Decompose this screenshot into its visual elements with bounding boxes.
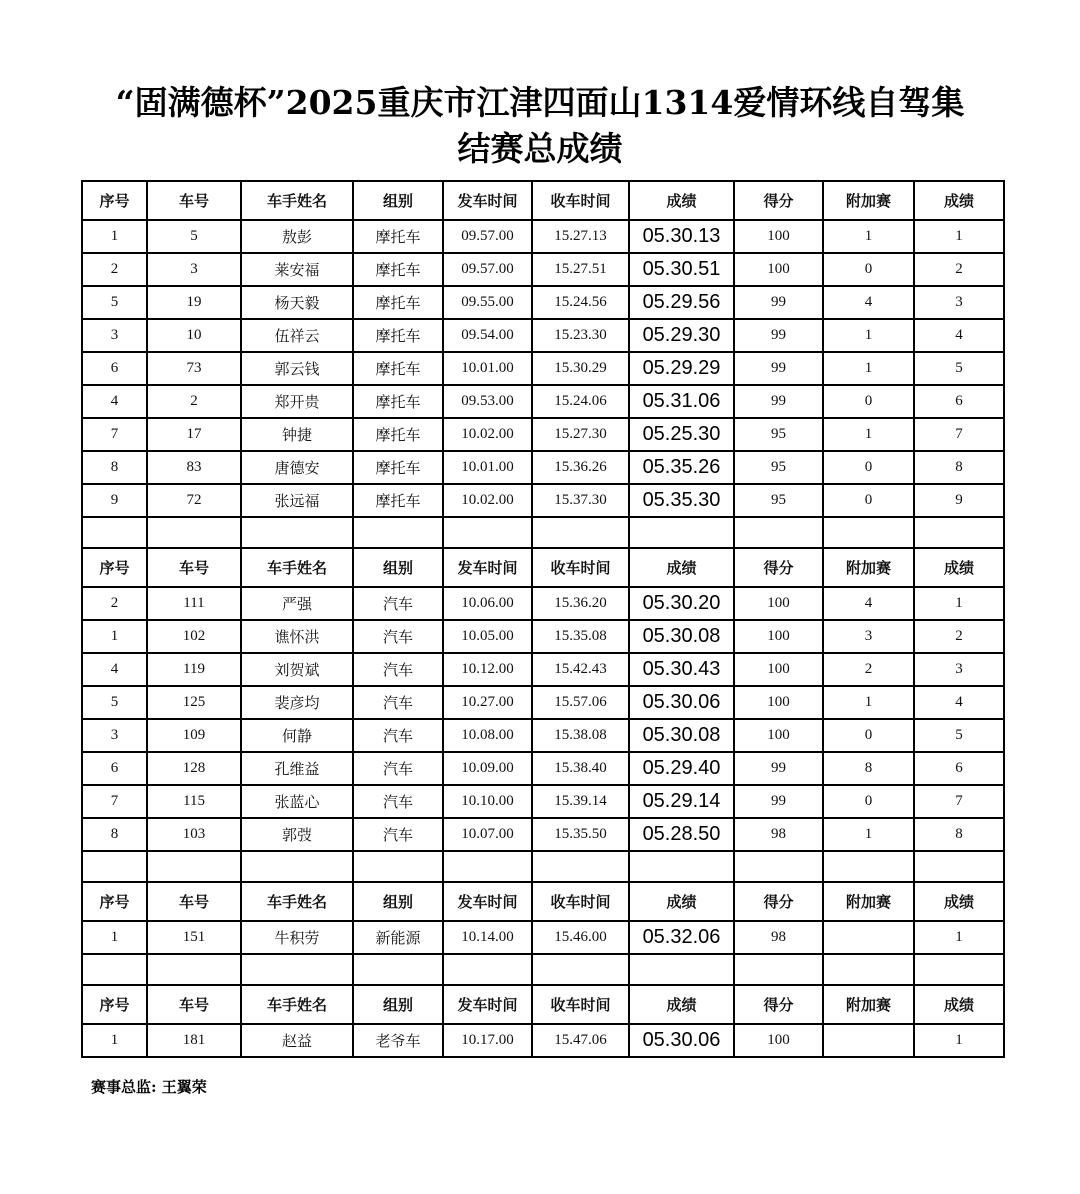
empty-cell	[241, 954, 353, 985]
cell-result-time: 05.35.26	[629, 451, 734, 484]
cell-result-time: 05.30.08	[629, 719, 734, 752]
cell-car-no: 2	[147, 385, 241, 418]
cell-group: 汽车	[353, 785, 443, 818]
cell-group: 汽车	[353, 620, 443, 653]
cell-finish-time: 15.24.06	[532, 385, 629, 418]
cell-group: 摩托车	[353, 319, 443, 352]
cell-finish-time: 15.36.26	[532, 451, 629, 484]
cell-car-no: 73	[147, 352, 241, 385]
table-row	[82, 451, 1004, 484]
cell-driver-name: 赵益	[241, 1024, 353, 1057]
empty-cell	[629, 954, 734, 985]
header-seq: 序号	[82, 548, 147, 587]
cell-group: 老爷车	[353, 1024, 443, 1057]
cell-start-time: 10.14.00	[443, 921, 532, 954]
header-car-no: 车号	[147, 882, 241, 921]
header-score: 得分	[734, 181, 823, 220]
cell-seq: 4	[82, 385, 147, 418]
cell-extra-race: 0	[823, 385, 914, 418]
empty-cell	[241, 851, 353, 882]
cell-extra-race: 1	[823, 818, 914, 851]
empty-cell	[734, 517, 823, 548]
header-group: 组别	[353, 985, 443, 1024]
header-group: 组别	[353, 181, 443, 220]
cell-rank: 1	[914, 921, 1004, 954]
cell-group: 汽车	[353, 719, 443, 752]
empty-cell	[629, 517, 734, 548]
cell-seq: 8	[82, 451, 147, 484]
cell-group: 汽车	[353, 653, 443, 686]
cell-score: 99	[734, 352, 823, 385]
cell-seq: 5	[82, 686, 147, 719]
header-seq: 序号	[82, 181, 147, 220]
cell-score: 100	[734, 220, 823, 253]
cell-score: 99	[734, 286, 823, 319]
table-row	[82, 587, 1004, 620]
header-result-time: 成绩	[629, 985, 734, 1024]
cell-extra-race: 1	[823, 220, 914, 253]
empty-cell	[914, 851, 1004, 882]
cell-rank: 4	[914, 686, 1004, 719]
cell-finish-time: 15.35.08	[532, 620, 629, 653]
cell-rank: 3	[914, 286, 1004, 319]
empty-cell	[532, 954, 629, 985]
header-score: 得分	[734, 548, 823, 587]
cell-seq: 6	[82, 752, 147, 785]
cell-start-time: 10.10.00	[443, 785, 532, 818]
cell-extra-race: 8	[823, 752, 914, 785]
cell-result-time: 05.30.51	[629, 253, 734, 286]
table-row	[82, 484, 1004, 517]
cell-start-time: 10.05.00	[443, 620, 532, 653]
header-result-time: 成绩	[629, 181, 734, 220]
cell-finish-time: 15.47.06	[532, 1024, 629, 1057]
table-row	[82, 752, 1004, 785]
table-row	[82, 785, 1004, 818]
header-finish-time: 收车时间	[532, 181, 629, 220]
empty-cell	[82, 517, 147, 548]
cell-score: 100	[734, 653, 823, 686]
cell-rank: 7	[914, 418, 1004, 451]
cell-group: 摩托车	[353, 352, 443, 385]
cell-rank: 8	[914, 451, 1004, 484]
header-group: 组别	[353, 548, 443, 587]
results-table	[81, 180, 1005, 1058]
cell-driver-name: 郭弢	[241, 818, 353, 851]
cell-score: 98	[734, 921, 823, 954]
table-row	[82, 385, 1004, 418]
cell-seq: 8	[82, 818, 147, 851]
cell-result-time: 05.30.43	[629, 653, 734, 686]
cell-car-no: 151	[147, 921, 241, 954]
cell-group: 汽车	[353, 818, 443, 851]
cell-rank: 8	[914, 818, 1004, 851]
table-row	[82, 620, 1004, 653]
cell-score: 95	[734, 418, 823, 451]
cell-finish-time: 15.42.43	[532, 653, 629, 686]
cell-driver-name: 牛积劳	[241, 921, 353, 954]
cell-group: 摩托车	[353, 220, 443, 253]
cell-driver-name: 伍祥云	[241, 319, 353, 352]
cell-driver-name: 严强	[241, 587, 353, 620]
results-table-body	[82, 181, 1004, 1057]
cell-seq: 7	[82, 785, 147, 818]
title-line-2: 结赛总成绩	[457, 129, 623, 168]
header-car-no: 车号	[147, 985, 241, 1024]
cell-result-time: 05.30.08	[629, 620, 734, 653]
header-result-time: 成绩	[629, 548, 734, 587]
cell-result-time: 05.32.06	[629, 921, 734, 954]
cell-group: 汽车	[353, 752, 443, 785]
cell-score: 100	[734, 253, 823, 286]
cell-score: 99	[734, 385, 823, 418]
cell-driver-name: 唐德安	[241, 451, 353, 484]
cell-seq: 4	[82, 653, 147, 686]
empty-cell	[823, 954, 914, 985]
cell-start-time: 10.08.00	[443, 719, 532, 752]
header-rank: 成绩	[914, 548, 1004, 587]
empty-cell	[443, 851, 532, 882]
empty-cell	[532, 851, 629, 882]
empty-cell	[914, 954, 1004, 985]
cell-car-no: 128	[147, 752, 241, 785]
section-spacer-row	[82, 517, 1004, 548]
table-row	[82, 220, 1004, 253]
cell-extra-race: 0	[823, 451, 914, 484]
cell-result-time: 05.30.13	[629, 220, 734, 253]
cell-group: 汽车	[353, 587, 443, 620]
empty-cell	[147, 954, 241, 985]
table-row	[82, 719, 1004, 752]
title-line-1: “固满德杯”2025重庆市江津四面山1314爱情环线自驾集	[115, 83, 965, 122]
cell-seq: 1	[82, 220, 147, 253]
cell-rank: 1	[914, 587, 1004, 620]
cell-extra-race: 2	[823, 653, 914, 686]
cell-driver-name: 孔维益	[241, 752, 353, 785]
cell-rank: 7	[914, 785, 1004, 818]
cell-result-time: 05.25.30	[629, 418, 734, 451]
cell-driver-name: 谯怀洪	[241, 620, 353, 653]
cell-finish-time: 15.39.14	[532, 785, 629, 818]
section-spacer-row	[82, 851, 1004, 882]
cell-finish-time: 15.36.20	[532, 587, 629, 620]
cell-score: 95	[734, 484, 823, 517]
cell-score: 100	[734, 620, 823, 653]
cell-rank: 4	[914, 319, 1004, 352]
empty-cell	[443, 954, 532, 985]
cell-finish-time: 15.57.06	[532, 686, 629, 719]
empty-cell	[914, 517, 1004, 548]
table-row	[82, 352, 1004, 385]
cell-extra-race: 0	[823, 484, 914, 517]
cell-start-time: 10.09.00	[443, 752, 532, 785]
cell-start-time: 09.55.00	[443, 286, 532, 319]
cell-seq: 9	[82, 484, 147, 517]
cell-start-time: 10.07.00	[443, 818, 532, 851]
cell-finish-time: 15.27.13	[532, 220, 629, 253]
header-start-time: 发车时间	[443, 548, 532, 587]
cell-rank: 2	[914, 253, 1004, 286]
cell-result-time: 05.30.06	[629, 1024, 734, 1057]
page-title	[40, 80, 1040, 172]
header-rank: 成绩	[914, 882, 1004, 921]
cell-driver-name: 裴彦均	[241, 686, 353, 719]
header-extra-race: 附加赛	[823, 181, 914, 220]
cell-extra-race: 1	[823, 418, 914, 451]
cell-result-time: 05.30.06	[629, 686, 734, 719]
cell-start-time: 09.53.00	[443, 385, 532, 418]
cell-score: 95	[734, 451, 823, 484]
header-driver-name: 车手姓名	[241, 882, 353, 921]
header-rank: 成绩	[914, 985, 1004, 1024]
empty-cell	[241, 517, 353, 548]
table-row	[82, 286, 1004, 319]
cell-car-no: 115	[147, 785, 241, 818]
cell-car-no: 119	[147, 653, 241, 686]
cell-start-time: 10.02.00	[443, 484, 532, 517]
header-extra-race: 附加赛	[823, 985, 914, 1024]
header-extra-race: 附加赛	[823, 548, 914, 587]
cell-finish-time: 15.37.30	[532, 484, 629, 517]
cell-start-time: 10.01.00	[443, 352, 532, 385]
cell-extra-race: 3	[823, 620, 914, 653]
cell-seq: 1	[82, 921, 147, 954]
cell-extra-race: 0	[823, 785, 914, 818]
cell-driver-name: 郭云钱	[241, 352, 353, 385]
cell-group: 摩托车	[353, 451, 443, 484]
director-label: 赛事总监:	[91, 1078, 157, 1096]
cell-score: 99	[734, 785, 823, 818]
cell-rank: 3	[914, 653, 1004, 686]
table-header-row	[82, 882, 1004, 921]
header-finish-time: 收车时间	[532, 882, 629, 921]
cell-start-time: 09.57.00	[443, 220, 532, 253]
cell-score: 98	[734, 818, 823, 851]
cell-driver-name: 张蓝心	[241, 785, 353, 818]
header-car-no: 车号	[147, 548, 241, 587]
cell-extra-race: 1	[823, 686, 914, 719]
empty-cell	[532, 517, 629, 548]
cell-finish-time: 15.38.08	[532, 719, 629, 752]
cell-finish-time: 15.27.51	[532, 253, 629, 286]
cell-seq: 2	[82, 253, 147, 286]
cell-extra-race	[823, 921, 914, 954]
header-score: 得分	[734, 985, 823, 1024]
cell-start-time: 10.12.00	[443, 653, 532, 686]
empty-cell	[823, 851, 914, 882]
cell-start-time: 10.01.00	[443, 451, 532, 484]
table-row	[82, 319, 1004, 352]
cell-group: 新能源	[353, 921, 443, 954]
header-driver-name: 车手姓名	[241, 548, 353, 587]
cell-score: 99	[734, 752, 823, 785]
empty-cell	[82, 851, 147, 882]
header-driver-name: 车手姓名	[241, 985, 353, 1024]
cell-seq: 2	[82, 587, 147, 620]
header-start-time: 发车时间	[443, 985, 532, 1024]
cell-car-no: 109	[147, 719, 241, 752]
cell-group: 摩托车	[353, 484, 443, 517]
table-row	[82, 921, 1004, 954]
empty-cell	[353, 954, 443, 985]
header-seq: 序号	[82, 985, 147, 1024]
cell-finish-time: 15.30.29	[532, 352, 629, 385]
cell-seq: 6	[82, 352, 147, 385]
cell-driver-name: 杨天毅	[241, 286, 353, 319]
cell-seq: 5	[82, 286, 147, 319]
cell-start-time: 10.17.00	[443, 1024, 532, 1057]
empty-cell	[823, 517, 914, 548]
section-spacer-row	[82, 954, 1004, 985]
cell-rank: 6	[914, 752, 1004, 785]
cell-group: 摩托车	[353, 286, 443, 319]
table-row	[82, 1024, 1004, 1057]
cell-driver-name: 敖彭	[241, 220, 353, 253]
cell-car-no: 19	[147, 286, 241, 319]
cell-extra-race: 4	[823, 587, 914, 620]
cell-finish-time: 15.35.50	[532, 818, 629, 851]
cell-car-no: 111	[147, 587, 241, 620]
cell-extra-race: 4	[823, 286, 914, 319]
cell-driver-name: 钟捷	[241, 418, 353, 451]
cell-rank: 1	[914, 220, 1004, 253]
empty-cell	[147, 851, 241, 882]
header-result-time: 成绩	[629, 882, 734, 921]
cell-finish-time: 15.46.00	[532, 921, 629, 954]
cell-extra-race: 1	[823, 319, 914, 352]
cell-group: 摩托车	[353, 418, 443, 451]
cell-car-no: 103	[147, 818, 241, 851]
cell-car-no: 10	[147, 319, 241, 352]
header-start-time: 发车时间	[443, 882, 532, 921]
cell-rank: 6	[914, 385, 1004, 418]
table-row	[82, 818, 1004, 851]
cell-result-time: 05.30.20	[629, 587, 734, 620]
table-header-row	[82, 985, 1004, 1024]
cell-seq: 1	[82, 620, 147, 653]
cell-result-time: 05.29.14	[629, 785, 734, 818]
cell-score: 100	[734, 587, 823, 620]
table-row	[82, 686, 1004, 719]
header-finish-time: 收车时间	[532, 548, 629, 587]
cell-rank: 9	[914, 484, 1004, 517]
cell-score: 100	[734, 719, 823, 752]
cell-score: 99	[734, 319, 823, 352]
cell-finish-time: 15.23.30	[532, 319, 629, 352]
header-start-time: 发车时间	[443, 181, 532, 220]
cell-extra-race	[823, 1024, 914, 1057]
cell-score: 100	[734, 686, 823, 719]
cell-start-time: 10.27.00	[443, 686, 532, 719]
header-driver-name: 车手姓名	[241, 181, 353, 220]
cell-rank: 5	[914, 352, 1004, 385]
empty-cell	[443, 517, 532, 548]
cell-rank: 2	[914, 620, 1004, 653]
empty-cell	[353, 517, 443, 548]
cell-finish-time: 15.27.30	[532, 418, 629, 451]
cell-car-no: 17	[147, 418, 241, 451]
empty-cell	[734, 954, 823, 985]
cell-finish-time: 15.38.40	[532, 752, 629, 785]
cell-result-time: 05.29.56	[629, 286, 734, 319]
header-score: 得分	[734, 882, 823, 921]
cell-driver-name: 何静	[241, 719, 353, 752]
empty-cell	[353, 851, 443, 882]
cell-car-no: 72	[147, 484, 241, 517]
table-header-row	[82, 181, 1004, 220]
cell-start-time: 10.02.00	[443, 418, 532, 451]
table-header-row	[82, 548, 1004, 587]
cell-group: 摩托车	[353, 253, 443, 286]
cell-car-no: 5	[147, 220, 241, 253]
empty-cell	[734, 851, 823, 882]
header-car-no: 车号	[147, 181, 241, 220]
cell-group: 汽车	[353, 686, 443, 719]
cell-result-time: 05.29.29	[629, 352, 734, 385]
cell-car-no: 83	[147, 451, 241, 484]
director-name: 王翼荣	[161, 1078, 207, 1096]
cell-score: 100	[734, 1024, 823, 1057]
empty-cell	[147, 517, 241, 548]
cell-seq: 7	[82, 418, 147, 451]
empty-cell	[629, 851, 734, 882]
cell-group: 摩托车	[353, 385, 443, 418]
cell-car-no: 181	[147, 1024, 241, 1057]
cell-rank: 5	[914, 719, 1004, 752]
cell-extra-race: 1	[823, 352, 914, 385]
cell-result-time: 05.31.06	[629, 385, 734, 418]
cell-extra-race: 0	[823, 253, 914, 286]
header-rank: 成绩	[914, 181, 1004, 220]
cell-seq: 3	[82, 319, 147, 352]
cell-result-time: 05.29.40	[629, 752, 734, 785]
cell-car-no: 102	[147, 620, 241, 653]
cell-car-no: 125	[147, 686, 241, 719]
cell-start-time: 09.54.00	[443, 319, 532, 352]
cell-car-no: 3	[147, 253, 241, 286]
table-row	[82, 653, 1004, 686]
cell-finish-time: 15.24.56	[532, 286, 629, 319]
cell-start-time: 09.57.00	[443, 253, 532, 286]
empty-cell	[82, 954, 147, 985]
cell-result-time: 05.29.30	[629, 319, 734, 352]
cell-seq: 3	[82, 719, 147, 752]
cell-driver-name: 张远福	[241, 484, 353, 517]
cell-start-time: 10.06.00	[443, 587, 532, 620]
cell-result-time: 05.35.30	[629, 484, 734, 517]
table-row	[82, 253, 1004, 286]
cell-extra-race: 0	[823, 719, 914, 752]
cell-driver-name: 莱安福	[241, 253, 353, 286]
header-extra-race: 附加赛	[823, 882, 914, 921]
footer	[91, 1076, 207, 1097]
cell-rank: 1	[914, 1024, 1004, 1057]
header-group: 组别	[353, 882, 443, 921]
cell-seq: 1	[82, 1024, 147, 1057]
cell-driver-name: 刘贺斌	[241, 653, 353, 686]
header-seq: 序号	[82, 882, 147, 921]
cell-driver-name: 郑开贵	[241, 385, 353, 418]
header-finish-time: 收车时间	[532, 985, 629, 1024]
table-row	[82, 418, 1004, 451]
cell-result-time: 05.28.50	[629, 818, 734, 851]
